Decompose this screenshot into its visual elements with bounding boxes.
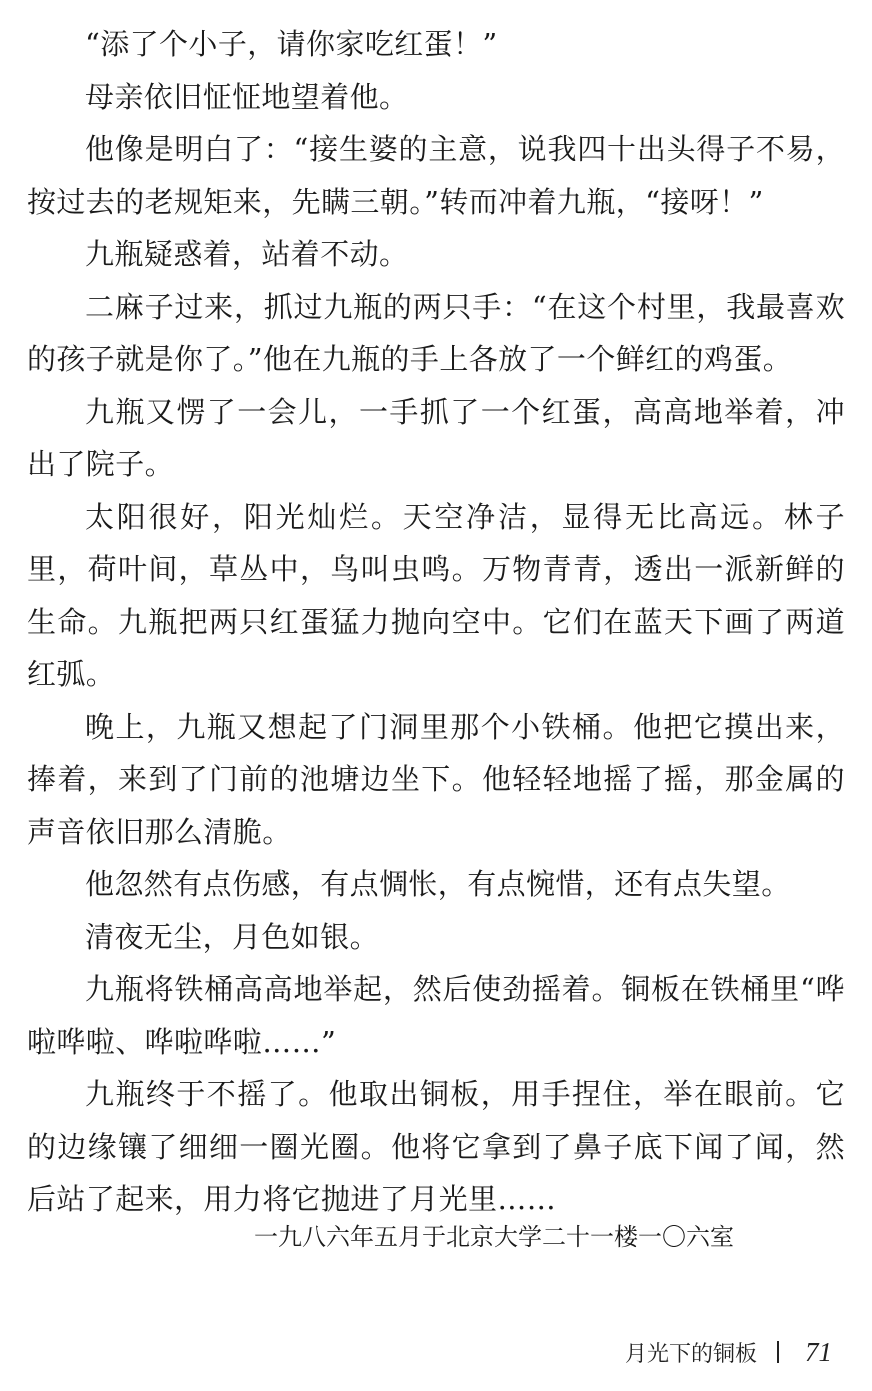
paragraph: 九瓶终于不摇了。他取出铜板，用手捏住，举在眼前。它的边缘镶了细细一圈光圈。他将它拿到了鼻子底下闻了闻，然后站了起来，用力将它抛进了月光里…… <box>27 1077 845 1216</box>
paragraph: 九瓶又愣了一会儿，一手抓了一个红蛋，高高地举着，冲出了院子。 <box>27 394 845 481</box>
paragraph: 母亲依旧怔怔地望着他。 <box>85 79 409 114</box>
paragraph: 二麻子过来，抓过九瓶的两只手：“在这个村里，我最喜欢的孩子就是你了。”他在九瓶的手上各放了一个鲜红的鸡蛋。 <box>27 289 845 376</box>
paragraph: 晚上，九瓶又想起了门洞里那个小铁桶。他把它摸出来，捧着，来到了门前的池塘边坐下。他轻轻地摇了摇，那金属的声音依旧那么清脆。 <box>27 709 845 849</box>
running-title: 月光下的铜板 <box>624 1341 757 1367</box>
page-footer <box>625 1334 832 1370</box>
paragraph: 太阳很好，阳光灿烂。天空净洁，显得无比高远。林子里，荷叶间，草丛中，鸟叫虫鸣。万物青青，透出一派新鲜的生命。九瓶把两只红蛋猛力抛向空中。它们在蓝天下画了两道红弧。 <box>27 499 845 691</box>
paragraph: 他忽然有点伤感，有点惆怅，有点惋惜，还有点失望。 <box>85 867 791 901</box>
paragraph: 九瓶将铁桶高高地举起，然后使劲摇着。铜板在铁桶里“哗啦哗啦、哗啦哗啦……” <box>27 972 845 1059</box>
paragraph: 他像是明白了：“接生婆的主意，说我四十出头得子不易，按过去的老规矩来，先瞒三朝。”转而冲着九瓶，“接呀！” <box>27 132 845 219</box>
page-number: 71 <box>805 1336 832 1367</box>
story-text <box>27 18 845 1226</box>
footer-divider <box>777 1341 779 1363</box>
paragraph: 九瓶疑惑着，站着不动。 <box>85 237 409 271</box>
paragraph: “添了个小子，请你家吃红蛋！” <box>85 27 498 61</box>
date-place-signature: 一九八六年五月于北京大学二十一楼一〇六室 <box>254 1223 734 1251</box>
paragraph: 清夜无尘，月色如银。 <box>85 919 380 954</box>
